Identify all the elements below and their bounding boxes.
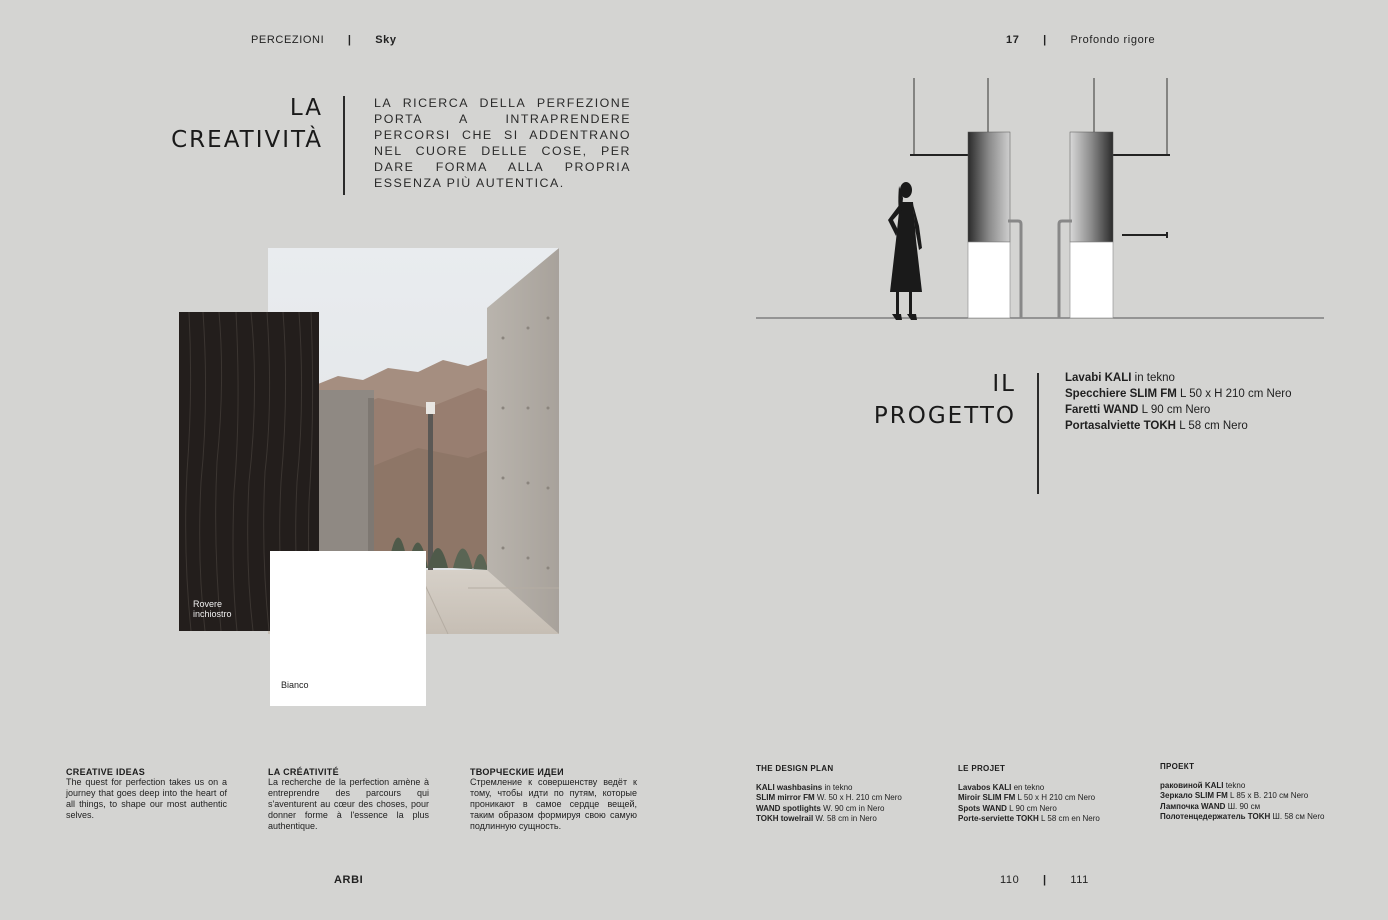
translation-lines: Lavabos KALI en tekno Miroir SLIM FM L 50 x H 210 cm Nero Spots WAND L 90 cm Nero Porte-serviette TOKH L 58 cm en Nero bbox=[958, 783, 1100, 823]
spec-line: Portasalviette TOKH L 58 cm Nero bbox=[1065, 420, 1248, 432]
left-title bbox=[120, 92, 323, 156]
right-title-line2: PROGETTO bbox=[873, 403, 1016, 429]
translation-heading: THE DESIGN PLAN bbox=[756, 764, 834, 773]
left-title-divider bbox=[343, 96, 345, 195]
left-title-line1: LA bbox=[289, 95, 323, 121]
translation-text: Стремление к совершенству ведёт к тому, чтобы идти по путям, которые проникают в самое сердце вещей, таким образом формируя свою самую подлинную сущность. bbox=[470, 777, 637, 831]
translation-text: La recherche de la perfection amène à entreprendre des parcours qui s'aventurent au cœur des choses, pour donner forme à l'essence la plus authentique. bbox=[268, 777, 429, 831]
page-number-right: 111 bbox=[1070, 874, 1089, 886]
footer-page-numbers bbox=[1000, 874, 1089, 886]
translation-french bbox=[268, 767, 429, 832]
product-technical-drawing bbox=[756, 70, 1326, 340]
right-title-divider bbox=[1037, 373, 1039, 494]
translation-english bbox=[66, 767, 227, 821]
section-label: PERCEZIONI bbox=[251, 34, 325, 46]
translation-heading: LE PROJET bbox=[958, 764, 1006, 773]
spec-line: Specchiere SLIM FM L 50 x H 210 cm Nero bbox=[1065, 388, 1292, 400]
right-page-header bbox=[1006, 34, 1155, 46]
swatch-bianco bbox=[270, 551, 426, 706]
right-title-line1: IL bbox=[992, 371, 1016, 397]
chapter-title: Profondo rigore bbox=[1070, 34, 1156, 46]
brand-name: ARBI bbox=[334, 874, 364, 886]
collection-label: Sky bbox=[375, 34, 397, 46]
translation-russian bbox=[470, 767, 637, 832]
spec-line: Faretti WAND L 90 cm Nero bbox=[1065, 404, 1211, 416]
header-separator: | bbox=[347, 34, 352, 46]
left-page-header bbox=[251, 34, 397, 46]
page-number-left: 110 bbox=[1000, 874, 1020, 886]
product-specs-list bbox=[1065, 370, 1365, 434]
spec-line: Lavabi KALI in tekno bbox=[1065, 372, 1175, 384]
design-plan-french bbox=[958, 764, 1148, 824]
swatch-light-label: Bianco bbox=[281, 680, 309, 690]
translation-lines: KALI washbasins in tekno SLIM mirror FM W. 50 x H. 210 cm Nero WAND spotlights W. 90 cm in Nero TOKH towelrail W. 58 cm in Nero bbox=[756, 783, 902, 823]
translation-lines: раковиной KALI tekno Зеркало SLIM FM L 85 x B. 210 см Nero Лампочка WAND Ш. 90 см Полотенцедержатель TOKH Ш. 58 см Nero bbox=[1160, 781, 1325, 821]
translation-heading: ТВОРЧЕСКИЕ ИДЕИ bbox=[470, 767, 564, 777]
design-plan-russian bbox=[1160, 762, 1340, 822]
translation-text: The quest for perfection takes us on a journey that goes deep into the heart of all things, to shape our most authentic selves. bbox=[66, 777, 227, 820]
header-separator: | bbox=[1043, 34, 1047, 46]
footer-brand bbox=[334, 874, 363, 886]
footer-separator: | bbox=[1043, 874, 1047, 886]
translation-heading: LA CRÉATIVITÉ bbox=[268, 767, 339, 777]
swatch-dark-label: Rovere inchiostro bbox=[193, 599, 232, 619]
translation-heading: ПРОЕКТ bbox=[1160, 762, 1195, 771]
chapter-number: 17 bbox=[1006, 34, 1020, 46]
left-intro-text: LA RICERCA DELLA PERFEZIONE PORTA A INTRAPRENDERE PERCORSI CHE SI ADDENTRANO NEL CUORE DELLE COSE, PER DARE FORMA ALLA PROPRIA ESSENZA PIÙ AUTENTICA. bbox=[374, 96, 631, 190]
design-plan-english bbox=[756, 764, 946, 824]
translation-heading: CREATIVE IDEAS bbox=[66, 767, 146, 777]
left-title-line2: CREATIVITÀ bbox=[171, 127, 323, 153]
right-title bbox=[820, 368, 1016, 432]
